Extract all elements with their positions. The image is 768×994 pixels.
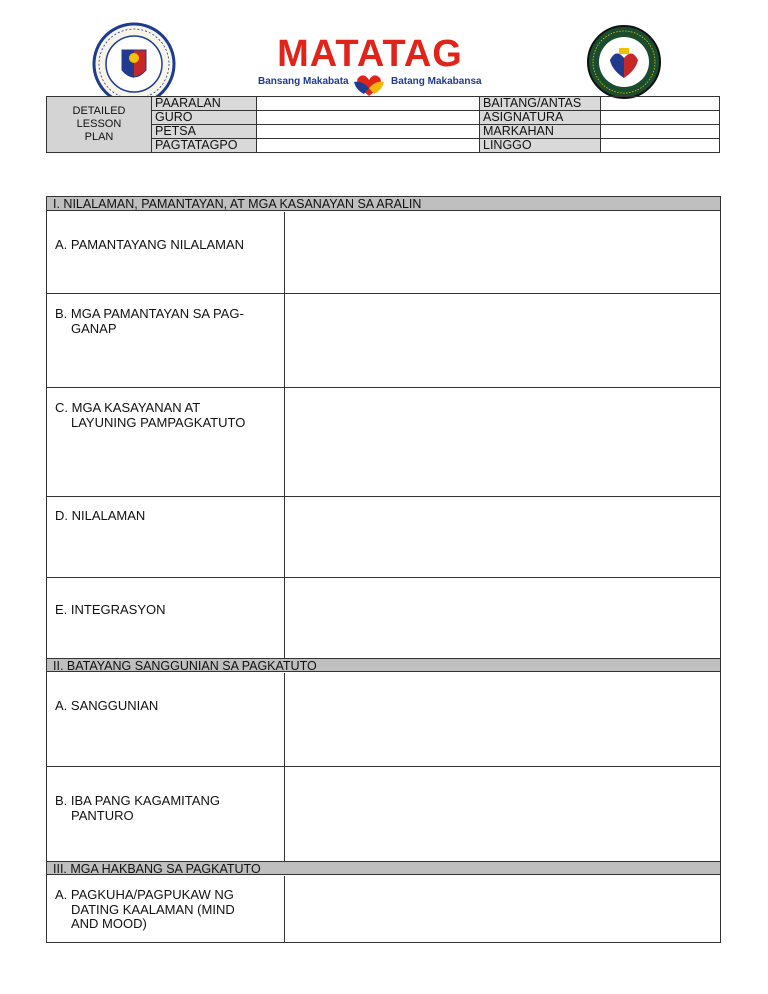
row-label: D. NILALAMAN <box>55 508 146 523</box>
row-label: A. PAMANTAYANG NILALAMAN <box>55 237 245 252</box>
field-pagtatagpo-input[interactable] <box>257 139 479 152</box>
section-title-nilalaman: I. NILALAMAN, PAMANTAYAN, AT MGA KASANAYAN SA ARALIN <box>47 197 720 211</box>
row-label-cont: LAYUNING PAMPAGKATUTO <box>71 414 246 430</box>
row-kasayanan-layunin <box>55 401 275 430</box>
row-iba-pang-kagamitan <box>55 794 275 823</box>
row-sanggunian <box>55 699 275 714</box>
row-label: B. MGA PAMANTAYAN SA PAG- <box>55 306 244 321</box>
field-petsa-label: PETSA <box>155 124 196 138</box>
row-label-cont: GANAP <box>71 320 117 336</box>
field-linggo-label: LINGGO <box>483 138 532 152</box>
row-label: E. INTEGRASYON <box>55 602 166 617</box>
row-label: A. PAGKUHA/PAGPUKAW NG <box>55 887 234 902</box>
row-label: A. SANGGUNIAN <box>55 698 159 713</box>
field-guro-input[interactable] <box>257 111 479 124</box>
row-pagkuha-kaalaman <box>55 888 275 932</box>
field-pagtatagpo-label: PAGTATAGPO <box>155 138 238 152</box>
matatag-tagline-right: Batang Makabansa <box>391 76 482 87</box>
field-markahan-input[interactable] <box>601 125 719 138</box>
label-line: LESSON <box>76 118 122 130</box>
field-paaralan-label: PAARALAN <box>155 96 221 110</box>
detailed-lesson-plan-label <box>47 97 152 152</box>
field-asignatura-label: ASIGNATURA <box>483 110 564 124</box>
field-markahan-label: MARKAHAN <box>483 124 554 138</box>
heart-hands-icon <box>350 72 388 98</box>
label-line: PLAN <box>84 131 114 143</box>
field-asignatura-input[interactable] <box>601 111 719 124</box>
field-baitang-input[interactable] <box>601 97 719 110</box>
lesson-plan-header-table <box>46 96 720 153</box>
row-label-cont: AND MOOD) <box>71 916 147 931</box>
lesson-plan-body-table <box>46 196 721 943</box>
field-petsa-input[interactable] <box>257 125 479 138</box>
section-title-hakbang: III. MGA HAKBANG SA PAGKATUTO <box>47 861 720 875</box>
row-nilalaman <box>55 509 275 524</box>
field-guro-label: GURO <box>155 110 193 124</box>
row-pamantayan-sa-pagganap <box>55 307 275 336</box>
row-pamantayang-nilalaman <box>55 238 275 253</box>
matatag-tagline-left: Bansang Makabata <box>258 76 349 87</box>
matatag-logo: MATATAG <box>277 33 463 75</box>
field-linggo-input[interactable] <box>601 139 719 152</box>
row-label: B. IBA PANG KAGAMITANG <box>55 793 220 808</box>
row-label: C. MGA KASAYANAN AT <box>55 400 201 415</box>
deped-seal-icon <box>92 22 176 106</box>
field-baitang-label: BAITANG/ANTAS <box>483 96 582 110</box>
row-integrasyon <box>55 603 275 618</box>
school-seal-icon <box>586 24 662 100</box>
row-label-cont: DATING KAALAMAN (MIND <box>71 901 235 917</box>
label-line: DETAILED <box>72 105 126 117</box>
section-title-sanggunian: II. BATAYANG SANGGUNIAN SA PAGKATUTO <box>47 658 720 672</box>
field-paaralan-input[interactable] <box>257 97 479 110</box>
row-label-cont: PANTURO <box>71 807 134 823</box>
